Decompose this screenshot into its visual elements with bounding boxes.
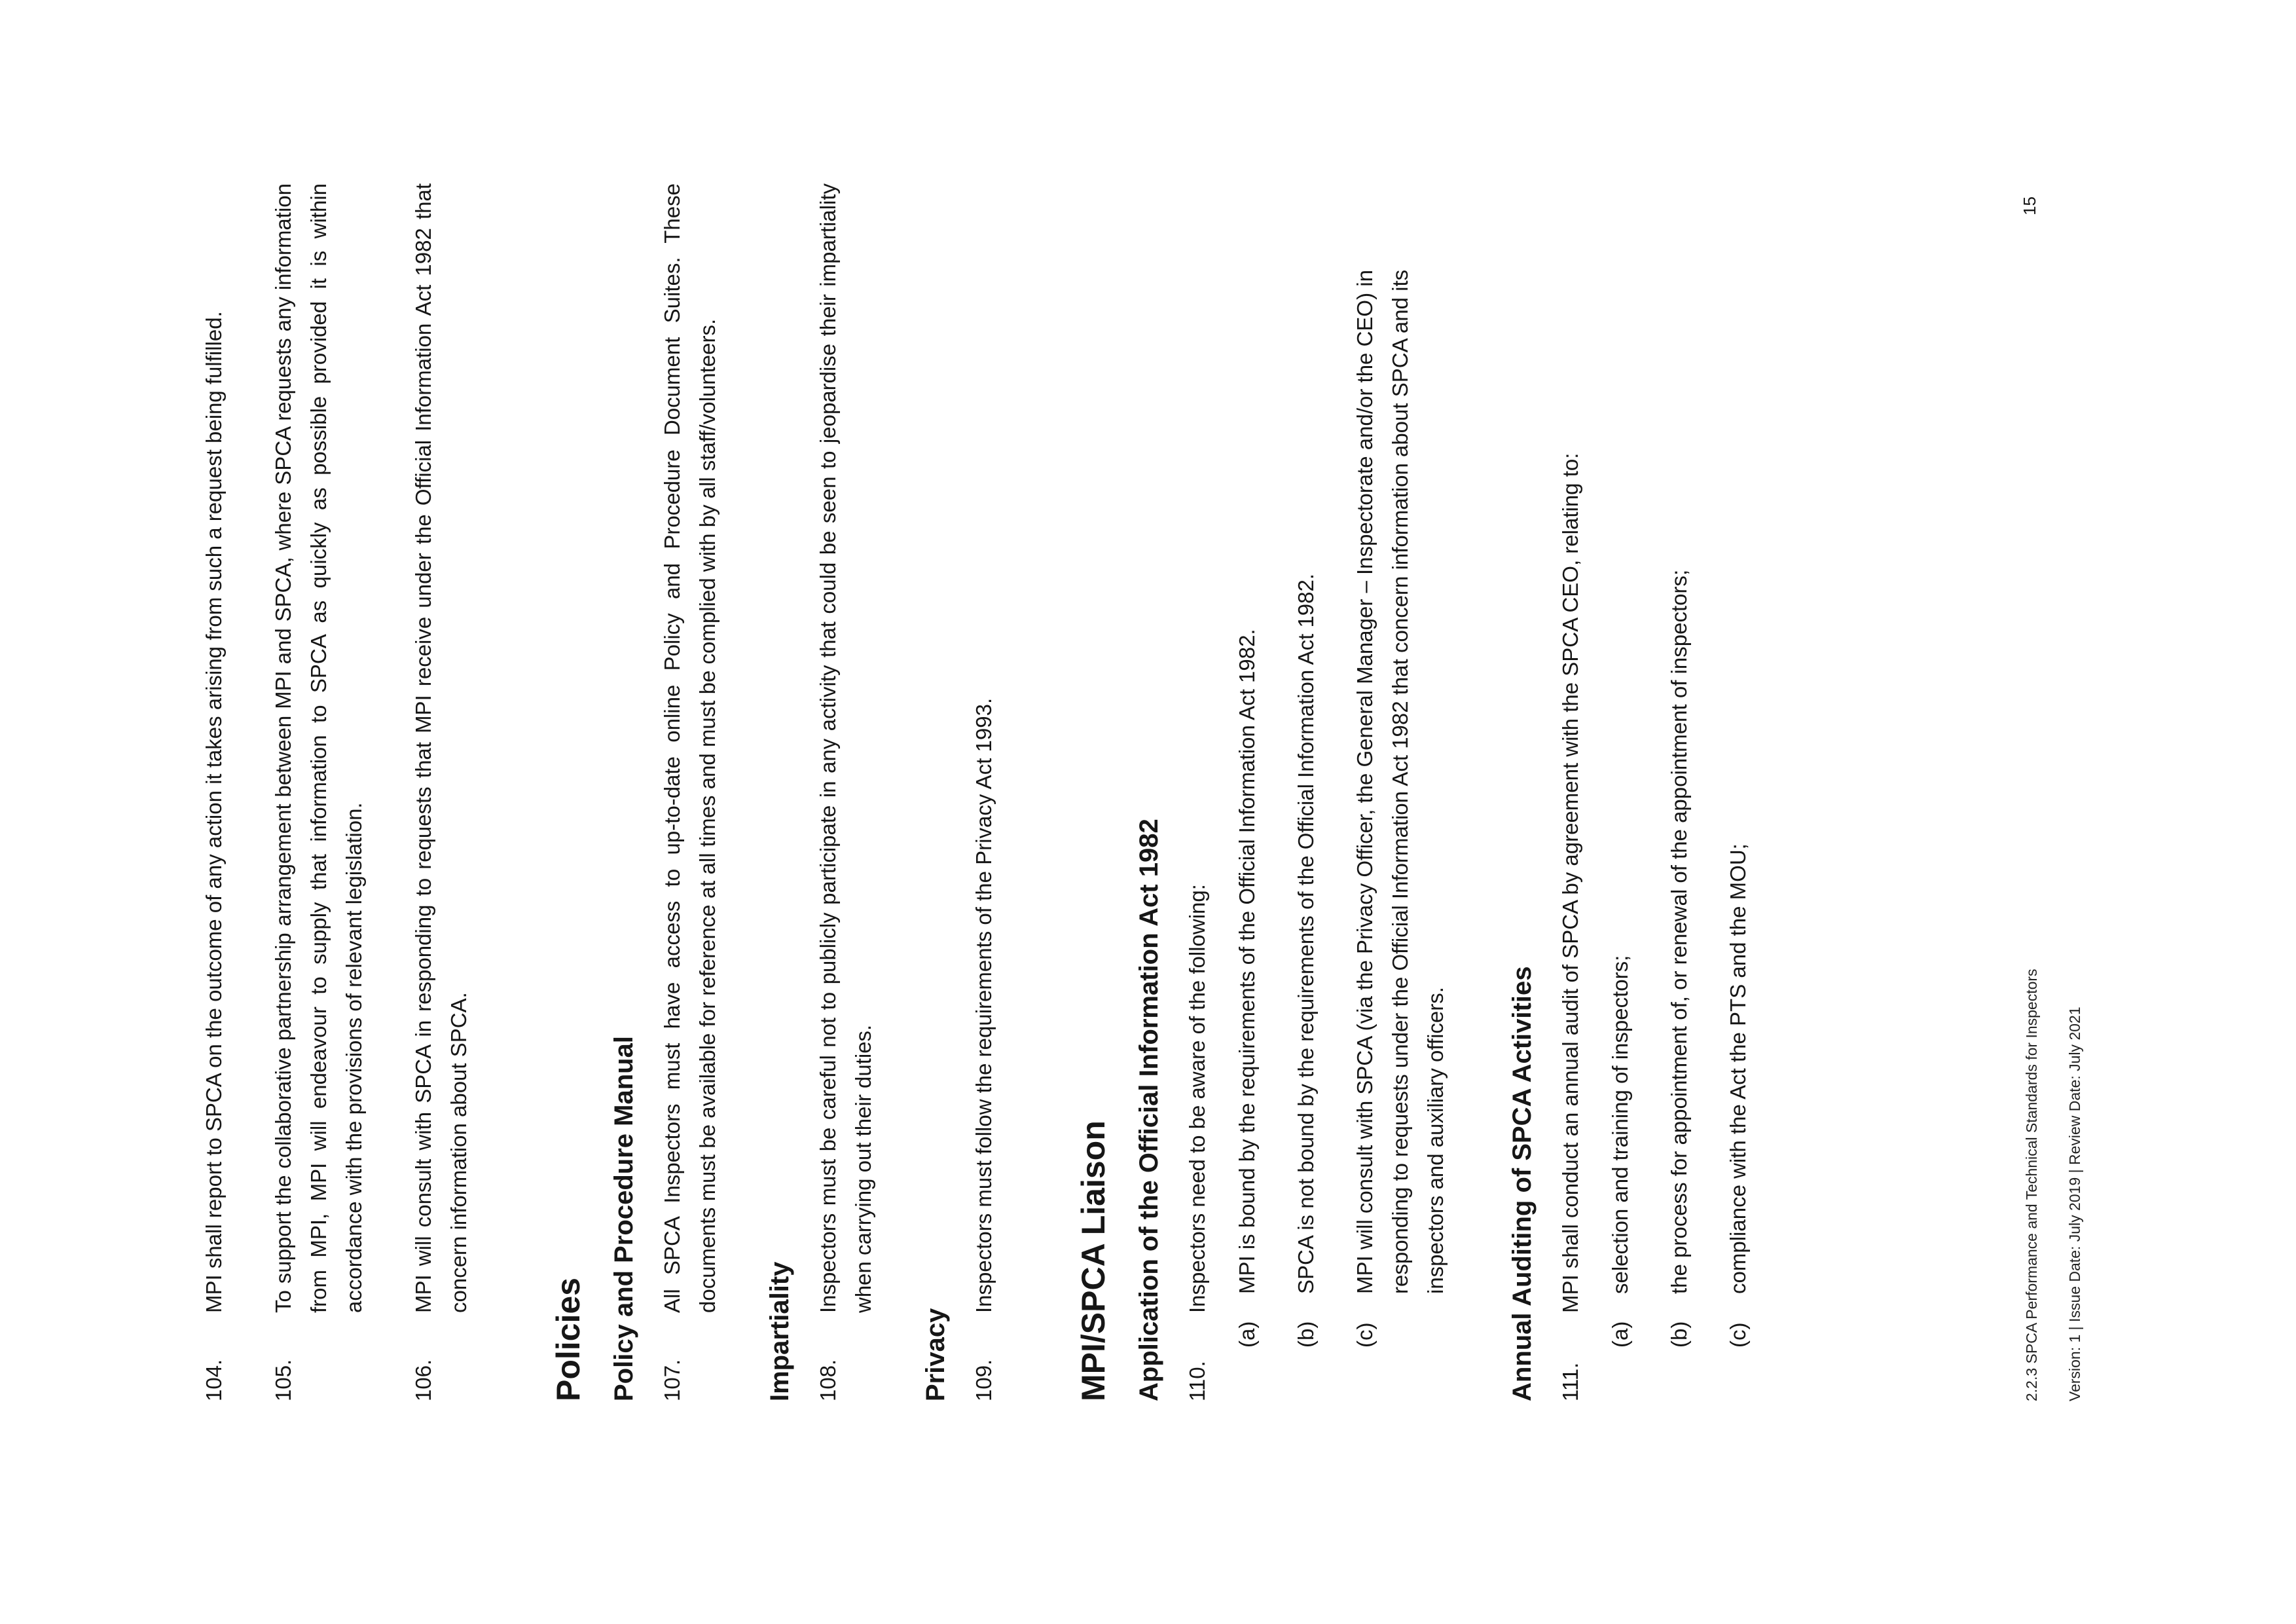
paragraph-text: Inspectors must be careful not to publicly participate in any activity that could be seen to jeopardise their impartiality when carrying out their duties.: [816, 183, 875, 1313]
paragraph-108: [811, 183, 881, 1401]
footer-version-dates: Version: 1 | Issue Date: July 2019 | Review Date: July 2021: [2066, 1006, 2083, 1401]
paragraph-number: 111.: [1558, 1362, 1582, 1401]
page-number: 15: [2020, 196, 2039, 215]
heading-impartiality: Impartiality: [765, 1261, 794, 1401]
paragraph-text: MPI will consult with SPCA in responding to requests that MPI receive under the Official Information Act 1982 that concern information about SPCA.: [411, 183, 471, 1313]
paragraph-number: 105.: [271, 1359, 295, 1401]
paragraph-number: 107.: [660, 1359, 684, 1401]
list-item-110b: [1288, 183, 1324, 1348]
list-item-text: the process for appointment of, or renewal of the appointment of inspectors;: [1667, 569, 1691, 1294]
paragraph-text: Inspectors must follow the requirements of the Privacy Act 1993.: [972, 697, 996, 1313]
paragraph-109: [966, 183, 1002, 1401]
heading-policy-manual: Policy and Procedure Manual: [610, 1036, 638, 1401]
list-item-text: MPI is bound by the requirements of the Official Information Act 1982.: [1235, 629, 1259, 1294]
section-title-policies: Policies: [550, 1278, 587, 1401]
paragraph-111: [1553, 183, 1588, 1401]
list-item-label: (a): [1235, 1321, 1259, 1348]
paragraph-107: [655, 183, 725, 1401]
list-item-label: (b): [1294, 1321, 1318, 1348]
paragraph-105: [266, 183, 372, 1401]
heading-privacy: Privacy: [921, 1308, 950, 1401]
heading-official-information-act: Application of the Official Information Act 1982: [1135, 819, 1163, 1401]
page-content: [196, 183, 1779, 1401]
list-item-111a: [1603, 183, 1638, 1348]
list-item-label: (b): [1667, 1321, 1691, 1348]
list-item-text: SPCA is not bound by the requirements of the Official Information Act 1982.: [1294, 573, 1318, 1294]
list-item-111c: [1721, 183, 1756, 1348]
footer-document-title: 2.2.3 SPCA Performance and Technical Standards for Inspectors: [2023, 969, 2040, 1401]
heading-annual-auditing: Annual Auditing of SPCA Activities: [1508, 966, 1537, 1401]
list-item-110c: [1347, 183, 1453, 1348]
paragraph-text: Inspectors need to be aware of the following:: [1185, 884, 1209, 1313]
list-item-text: MPI will consult with SPCA (via the Privacy Officer, the General Manager – Inspectorate and/or the CEO) in responding to requests under the Official Information Act 1982 that concern information about SPCA and its inspectors and auxiliary officers.: [1353, 269, 1448, 1294]
paragraph-text: MPI shall conduct an annual audit of SPCA by agreement with the SPCA CEO, relating to:: [1558, 452, 1582, 1313]
list-item-label: (c): [1353, 1322, 1377, 1348]
page-footer: [2020, 183, 2086, 1401]
section-title-liaison: MPI/SPCA Liaison: [1075, 1120, 1112, 1401]
list-item-111b: [1662, 183, 1697, 1348]
list-item-text: selection and training of inspectors;: [1608, 955, 1632, 1294]
paragraph-106: [406, 183, 477, 1401]
paragraph-number: 110.: [1185, 1361, 1209, 1401]
paragraph-number: 104.: [202, 1359, 226, 1401]
paragraph-number: 108.: [816, 1359, 840, 1401]
list-item-text: compliance with the Act the PTS and the MOU;: [1726, 843, 1750, 1294]
paragraph-text: MPI shall report to SPCA on the outcome of any action it takes arising from such a request being fulfilled.: [202, 311, 226, 1313]
list-item-110a: [1230, 183, 1265, 1348]
list-item-label: (a): [1608, 1321, 1632, 1348]
paragraph-number: 109.: [972, 1359, 996, 1401]
list-item-label: (c): [1726, 1322, 1750, 1348]
paragraph-text: To support the collaborative partnership arrangement between MPI and SPCA, where SPCA requests any information from MPI, MPI will endeavour to supply that information to SPCA as quickly as possible provided it is within accordance with the provisions of relevant legislation.: [271, 183, 366, 1313]
paragraph-number: 106.: [411, 1359, 435, 1401]
paragraph-104: [196, 183, 232, 1401]
paragraph-text: All SPCA Inspectors must have access to up-to-date online Policy and Procedure Document Suites. These documents must be available for reference at all times and must be complied with by all staff/volunteers.: [660, 183, 720, 1313]
paragraph-110: [1180, 183, 1215, 1401]
